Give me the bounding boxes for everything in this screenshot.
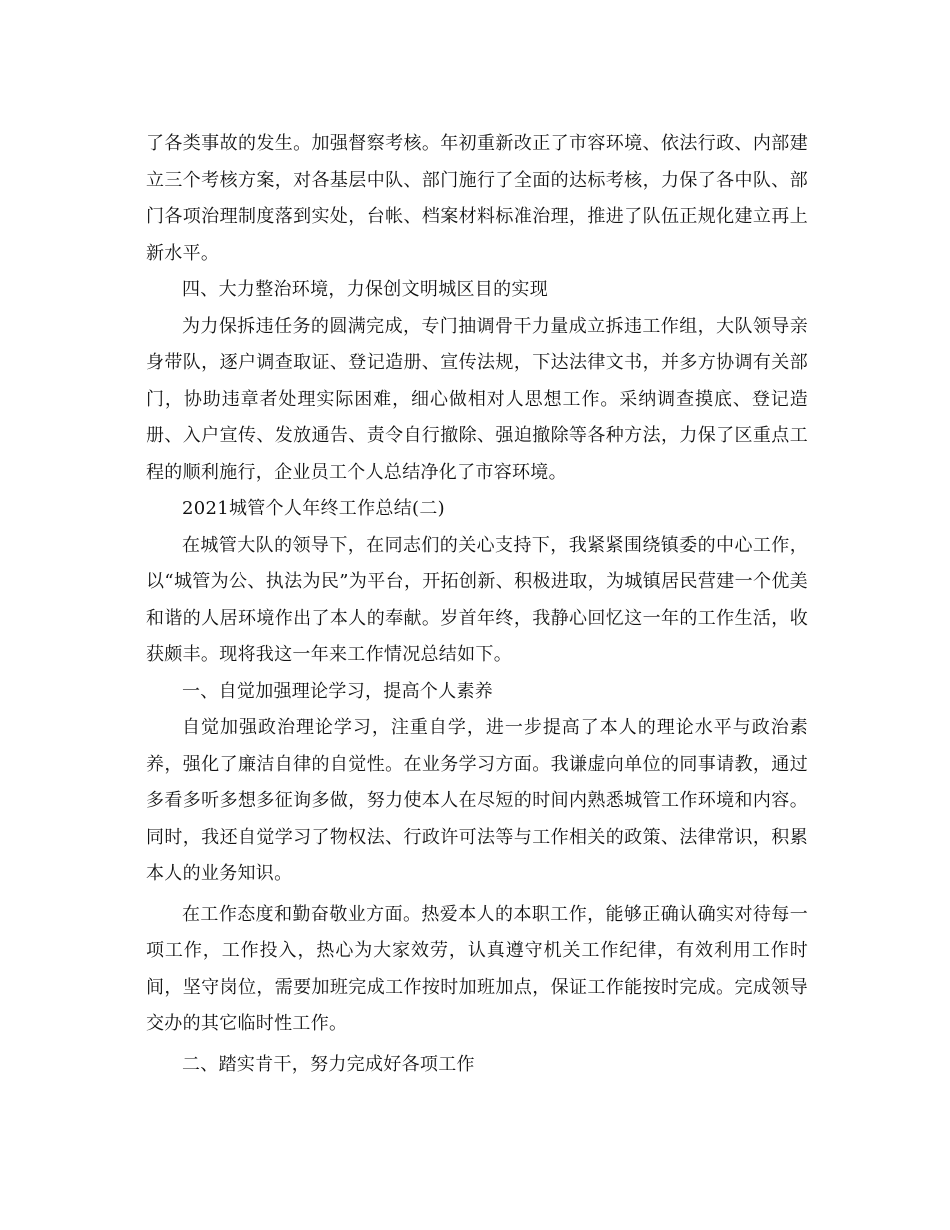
paragraph-work-attitude: 在工作态度和勤奋敬业方面。热爱本人的本职工作，能够正确认确实对待每一项工作，工作投入，热心为大家效劳，认真遵守机关工作纪律，有效利用工作时间，坚守岗位，需要加班完成工作按时加班加点，保证工作能按时完成。完成领导交办的其它临时性工作。 — [146, 903, 808, 1034]
paragraph-continuation: 了各类事故的发生。加强督察考核。年初重新改正了市容环境、依法行政、内部建立三个考核方案，对各基层中队、部门施行了全面的达标考核，力保了各中队、部门各项治理制度落到实处，台帐、档案材料标准治理，推进了队伍正规化建立再上新水平。 — [146, 133, 808, 264]
section-heading-two: 二、踏实肯干，努力完成好各项工作 — [182, 1053, 475, 1075]
document-title-part-two: 2021城管个人年终工作总结(二) — [182, 498, 445, 519]
paragraph-demolition: 为力保拆违任务的圆满完成，专门抽调骨干力量成立拆违工作组，大队领导亲身带队，逐户调查取证、登记造册、宣传法规，下达法律文书，并多方协调有关部门，协助违章者处理实际困难，细心做相对人思想工作。采纳调查摸底、登记造册、入户宣传、发放通告、责令自行撤除、强迫撤除等各种方法，力保了区重点工程的顺利施行，企业员工个人总结净化了市容环境。 — [146, 315, 808, 483]
paragraph-theory-study: 自觉加强政治理论学习，注重自学，进一步提高了本人的理论水平与政治素养，强化了廉洁自律的自觉性。在业务学习方面。我谦虚向单位的同事请教，通过多看多听多想多征询多做，努力使本人在尽短的时间内熟悉城管工作环境和内容。同时，我还自觉学习了物权法、行政许可法等与工作相关的政策、法律常识，积累本人的业务知识。 — [146, 717, 808, 884]
section-heading-four: 四、大力整治环境，力保创文明城区目的实现 — [182, 279, 548, 300]
paragraph-introduction: 在城管大队的领导下，在同志们的关心支持下，我紧紧围绕镇委的中心工作，以“城管为公、执法为民”为平台，开拓创新、积极进取，为城镇居民营建一个优美和谐的人居环境作出了本人的奉献。岁首年终，我静心回忆这一年的工作生活，收获颇丰。现将我这一年来工作情况总结如下。 — [146, 534, 808, 665]
document-body — [146, 126, 808, 1083]
section-heading-one: 一、自觉加强理论学习，提高个人素养 — [182, 680, 494, 702]
